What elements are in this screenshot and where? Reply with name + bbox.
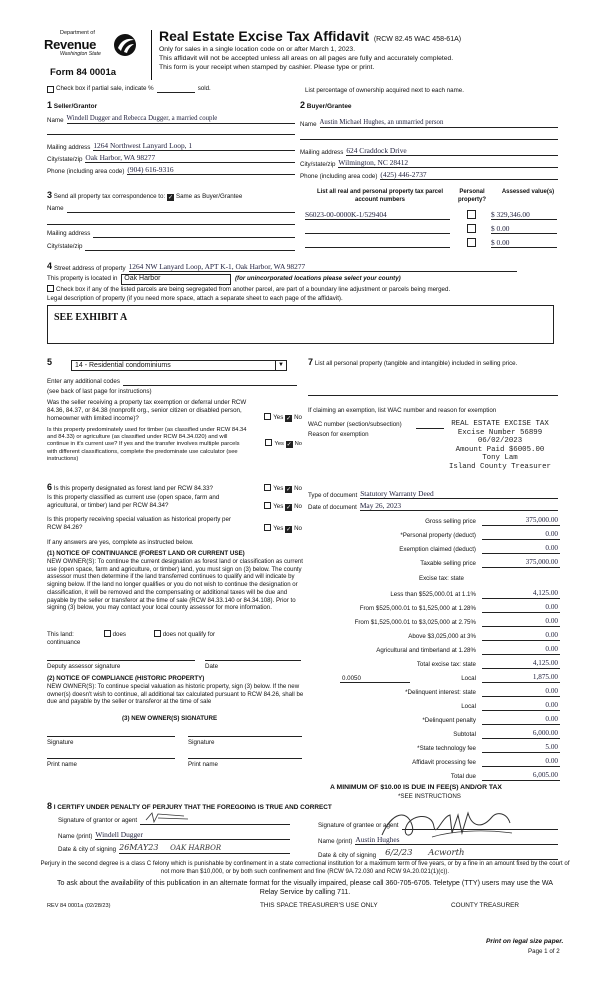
header-divider [151, 30, 152, 80]
grantor-name-field[interactable]: Windell Dugger [95, 830, 290, 840]
calc-value[interactable]: 0.00 [482, 645, 560, 655]
calc-value[interactable]: 6,005.00 [482, 771, 560, 781]
calc-value[interactable]: 0.00 [482, 603, 560, 613]
section6-number: 6 [47, 482, 53, 492]
local-rate-underline [340, 673, 410, 683]
calc-value[interactable]: 5.00 [482, 743, 560, 753]
yes-label: Yes [273, 414, 284, 422]
seller-city-row [47, 153, 295, 163]
form-title: Real Estate Excise Tax Affidavit [159, 28, 370, 44]
signature-label: Signature [47, 739, 74, 746]
section3-name-row [47, 205, 295, 213]
land-does-checkbox[interactable] [104, 630, 111, 637]
calc-label: Local [461, 675, 476, 682]
yes-label: Yes [274, 441, 284, 447]
grantee-date-row [318, 848, 558, 860]
doc-type-field[interactable]: Statutory Warranty Deed [360, 489, 558, 499]
grantee-date-value: 6/2/23 [385, 848, 413, 858]
calc-value[interactable]: 1,875.00 [482, 673, 560, 683]
buyer-mailing-label: Mailing address [300, 148, 344, 156]
forest-no-checkbox[interactable]: ✓ [286, 487, 292, 493]
owner-print-line-2[interactable] [188, 758, 302, 759]
stamp-line: 06/02/2023 [477, 437, 523, 446]
assessed-value-field[interactable]: $ 329,346.00 [491, 210, 557, 220]
historic-text: Is this property receiving special valuation as historical property per RCW 84.26? [47, 516, 231, 531]
perjury-text: Perjury in the second degree is a class C felony which is punishable by confinement in a state correctional institution for a maximum term of five years, or by a fine in an amount fixed by the court of not more than $10,000, or by both such confinement and fine (RCW 9A.72.030 and RCW 9A.20.021(1)(c)). [40, 860, 570, 875]
reason-exemption-label: Reason for exemption [308, 431, 369, 438]
stamp-line: Tony Lam [482, 454, 518, 463]
signature-label: Signature [188, 739, 215, 746]
section3-number: 3 [47, 190, 53, 200]
no-label: No [294, 485, 302, 492]
forest-land-text: Is this property designated as forest land per RCW 84.33? [53, 485, 213, 492]
personal-property-line[interactable] [308, 395, 558, 396]
seller-title: Seller/Grantor [53, 103, 98, 110]
calc-value[interactable]: 375,000.00 [482, 516, 560, 526]
revision-label: REV 84 0001a (02/28/23) [47, 903, 111, 909]
no-label: No [294, 414, 302, 422]
calc-row [304, 757, 560, 768]
use-code-value: 14 - Residential condominiums [75, 362, 171, 369]
section3-text: Send all property tax correspondence to: [53, 193, 166, 200]
buyer-phone-field[interactable]: (425) 446-2737 [380, 170, 558, 180]
partial-sale-row [47, 85, 282, 93]
header-line-1: Only for sales in a single location code on or after March 1, 2023. [159, 46, 356, 53]
parcel-row [305, 210, 560, 221]
stamp-line: Island County Treasurer [448, 462, 551, 471]
current-use-yes-checkbox[interactable] [264, 502, 271, 509]
grantor-signature-scribble-icon [144, 810, 204, 824]
notice-continuance-text: NEW OWNER(S): To continue the current designation as forest land or classification as current use (open space, farm and agriculture, or timber) land, you must sign on (3) below. The county assessor must then determine if the land transferred continues to qualify and will indicate by signing below. If the land no longer qualifies or you do not wish to continue the designation or classification, it will be removed and the compensating or additional taxes will be due and payable by the seller or transferor at the time of sale (RCW 84.33.140 or 84.34.108). Prior to signing (3) below, you may contact your local county assessor for more information. [47, 558, 303, 612]
buyer-phone-label: Phone (including area code) [300, 172, 378, 180]
legal-description-text: SEE EXHIBIT A [54, 312, 128, 323]
seller-name-label: Name [47, 116, 64, 124]
buyer-name-row [300, 119, 558, 128]
certify-text: I CERTIFY UNDER PENALTY OF PERJURY THAT THE FOREGOING IS TRUE AND CORRECT [53, 804, 332, 811]
buyer-mailing-row [300, 146, 558, 156]
parcel-number-field[interactable] [305, 224, 450, 234]
calc-label: *State technology fee [417, 745, 476, 752]
section8-number: 8 [47, 801, 53, 811]
does-label: does [112, 631, 126, 638]
section3-heading [47, 190, 297, 201]
current-use-text: Is this property classified as current use (open space, farm and agricultural, or timber) land per RCW 84.34? [47, 494, 220, 509]
buyer-mailing-field[interactable]: 624 Craddock Drive [346, 146, 558, 156]
calc-row [304, 617, 560, 628]
section7-text: List all personal property (tangible and intangible) included in selling price. [314, 360, 518, 367]
no-label: No [294, 503, 302, 510]
section5-number: 5 [47, 357, 53, 367]
exemption-no-checkbox[interactable]: ✓ [286, 416, 292, 423]
deputy-signature-label: Deputy assessor signature [47, 663, 121, 670]
print-name-label: Print name [47, 761, 77, 768]
calc-value[interactable]: 0.00 [482, 631, 560, 641]
calc-label: Total due [450, 773, 476, 780]
calc-value[interactable]: 0.00 [482, 757, 560, 767]
forest-land-question [47, 482, 302, 493]
legal-description-box[interactable] [47, 305, 554, 344]
buyer-heading [300, 100, 352, 111]
yes-label: Yes [273, 485, 284, 492]
calc-value[interactable]: 0.00 [482, 530, 560, 540]
forest-yes-no [264, 484, 302, 493]
owner-signature-line-1[interactable] [47, 736, 175, 737]
calc-label: Agricultural and timberland at 1.28% [376, 647, 476, 654]
historic-question [47, 516, 302, 532]
buyer-name-field[interactable]: Austin Michael Hughes, an unmarried person [320, 119, 558, 128]
dor-swoosh-icon [112, 32, 138, 58]
calc-value[interactable]: 0.00 [482, 715, 560, 725]
deputy-date-label: Date [205, 663, 219, 670]
grantor-name-label: Name (print) [58, 832, 93, 840]
calc-label: Subtotal [453, 731, 476, 738]
treasurer-stamp [440, 420, 560, 471]
buyer-city-field[interactable]: Wilmington, NC 28412 [338, 158, 558, 168]
section3-city-field[interactable] [85, 243, 295, 251]
wa-state-label: Washington State [60, 51, 101, 57]
calc-value[interactable]: 4,125.00 [482, 659, 560, 669]
exemption-yes-checkbox[interactable] [264, 413, 271, 420]
calc-row [304, 603, 560, 614]
grantee-name-row [318, 835, 558, 845]
notice-compliance-title: (2) NOTICE OF COMPLIANCE (HISTORIC PROPERTY) [47, 675, 205, 682]
header-line-2: This affidavit will not be accepted unless all areas on all pages are fully and accurately completed. [159, 55, 454, 62]
no-label: No [294, 441, 302, 447]
calc-label: Total excise tax: state [416, 661, 476, 668]
grantee-name-label: Name (print) [318, 837, 353, 845]
calc-row [304, 659, 560, 670]
grantor-city-value: OAK HARBOR [170, 844, 222, 852]
calc-label: *Personal property (deduct) [400, 532, 476, 539]
stamp-line: REAL ESTATE EXCISE TAX [451, 420, 549, 428]
county-select[interactable]: Oak Harbor [121, 274, 231, 285]
seller-phone-label: Phone (including area code) [47, 167, 125, 175]
calc-label: *Delinquent penalty [422, 717, 476, 724]
calc-row [304, 743, 560, 754]
partial-sale-checkbox[interactable] [47, 86, 54, 93]
doc-date-row [308, 501, 558, 511]
calc-label: Affidavit processing fee [412, 759, 476, 766]
seller-city-field[interactable]: Oak Harbor, WA 98277 [85, 153, 295, 163]
buyer-section-number: 2 [300, 100, 306, 110]
minimum-due-note: A MINIMUM OF $10.00 IS DUE IN FEE(S) AND/OR TAX [330, 784, 502, 791]
revenue-wordmark: Revenue [44, 37, 97, 52]
section3-name-field[interactable] [67, 205, 295, 213]
calc-label: From $1,525,000.01 to $3,025,000 at 2.75% [354, 619, 476, 626]
assessed-value-column-header: Assessed value(s) [501, 189, 555, 195]
seller-mailing-row [47, 141, 295, 151]
parcel-number-field[interactable] [305, 238, 450, 248]
calc-value[interactable]: 0.00 [482, 701, 560, 711]
seller-mailing-label: Mailing address [47, 143, 91, 151]
grantor-date-label: Date & city of signing [58, 846, 117, 854]
dor-logo [44, 30, 142, 64]
current-use-yes-no [264, 502, 302, 511]
seller-section-number: 1 [47, 100, 53, 110]
calc-value[interactable]: 375,000.00 [482, 558, 560, 568]
same-as-buyer-checkbox[interactable]: ✓ [167, 195, 173, 201]
owner-signature-line-2[interactable] [188, 736, 302, 737]
calc-label: *Delinquent interest: state [405, 689, 476, 696]
grantee-name-field[interactable]: Austin Hughes [355, 835, 558, 845]
this-land-row [47, 630, 305, 639]
see-instructions-note: *SEE INSTRUCTIONS [398, 793, 461, 800]
personal-property-checkbox[interactable] [467, 238, 476, 247]
grantee-city-value: Acworth [428, 848, 465, 858]
section3-name-line-2 [47, 224, 295, 225]
stamp-line: Excise Number 56899 [457, 428, 543, 437]
doc-type-label: Type of document [308, 491, 358, 499]
stamp-line: Amount Paid $6005.00 [455, 445, 545, 454]
timber-question-text: Is this property predominately used for timber (as classified under RCW 84.34 and 84.33) or agriculture (as classified under RCW 84.34.020) and will continue in it's current use? If yes and the transfer involves multiple parcels with different classifications, complete the predominate use calculator (see instructions) [47, 427, 247, 462]
calc-value[interactable]: 4,125.00 [482, 589, 560, 599]
print-name-label: Print name [188, 761, 218, 768]
historic-no-checkbox[interactable]: ✓ [286, 527, 292, 533]
calc-row [304, 729, 560, 740]
historic-yes-no [264, 524, 302, 533]
segregated-label: Check box if any of the listed parcels are being segregated from another parcel, are part of a boundary line adjustment or parcels being merged. [56, 286, 451, 293]
wac-number-label: WAC number (section/subsection) [308, 421, 402, 428]
segregated-checkbox[interactable] [47, 285, 54, 292]
section4-number: 4 [47, 261, 53, 271]
buyer-city-label: City/state/zip [300, 160, 336, 168]
calc-row [304, 673, 560, 684]
calc-row [304, 715, 560, 726]
calc-label: Less than $525,000.01 at 1.1% [390, 591, 476, 598]
parcel-number-field[interactable]: S6023-00-0000K-1/529404 [305, 210, 450, 220]
calc-row [304, 687, 560, 698]
calc-row [304, 631, 560, 642]
dropdown-arrow-icon[interactable]: ▼ [275, 361, 286, 370]
partial-sale-pct-field[interactable] [157, 92, 195, 93]
notice-compliance-text: NEW OWNER(S): To continue special valuation as historic property, sign (3) below. If the new owner(s) doesn't wish to continue, all additional tax calculated pursuant to RCW 84.26, shall be due and payable by the seller or transferor at the time of sale [47, 683, 304, 706]
grantor-signature-row [58, 817, 290, 825]
street-address-row [47, 261, 517, 272]
calc-label: Excise tax: state [418, 575, 464, 582]
grantee-signature-row [318, 822, 558, 830]
timber-no-checkbox[interactable]: ✓ [286, 442, 292, 448]
page-number: Page 1 of 2 [528, 948, 560, 955]
located-in-label: This property is located in [47, 275, 118, 282]
notice-continuance-title: (1) NOTICE OF CONTINUANCE (FOREST LAND OR CURRENT USE) [47, 550, 245, 557]
exemption-claim-label: If claiming an exemption, list WAC number and reason for exemption [308, 407, 497, 414]
seller-heading [47, 100, 97, 111]
seller-name-field[interactable]: Windell Dugger and Rebecca Dugger, a married couple [67, 115, 295, 124]
personal-property-checkbox[interactable] [467, 210, 476, 219]
yes-label: Yes [273, 503, 284, 510]
county-treasurer-label: COUNTY TREASURER [451, 902, 519, 909]
rcw-reference: (RCW 82.45 WAC 458-61A) [373, 36, 462, 43]
calc-value[interactable]: 6,000.00 [482, 729, 560, 739]
parcel-row [305, 238, 560, 249]
no-label: No [294, 525, 302, 532]
treasurer-use-label: THIS SPACE TREASURER'S USE ONLY [260, 902, 378, 909]
doc-date-field[interactable]: May 26, 2023 [360, 501, 558, 511]
exemption-question [47, 399, 302, 422]
owner-print-line-1[interactable] [47, 758, 175, 759]
legal-description-label: Legal description of property (if you need more space, attach a separate sheet to each page of the affidavit). [47, 295, 343, 302]
parcel-column-header: List all real and personal property tax parcel account numbers [316, 189, 444, 203]
section7-number: 7 [308, 357, 314, 367]
sold-label: sold. [197, 85, 211, 92]
exemption-yes-no [264, 413, 302, 422]
legal-size-note: Print on legal size paper. [486, 938, 564, 945]
buyer-phone-row [300, 170, 558, 180]
street-address-label: Street address of property [54, 264, 126, 272]
assessed-value-field[interactable]: $ 0.00 [491, 224, 557, 234]
grantee-signature-label: Signature of grantee or agent [318, 822, 399, 830]
buyer-name-line-2 [300, 139, 558, 140]
if-any-yes-note: If any answers are yes, complete as instructed below. [47, 539, 194, 546]
calc-label: Above $3,025,000 at 3% [408, 633, 476, 640]
calc-row [304, 701, 560, 712]
calc-value[interactable]: 0.00 [482, 687, 560, 697]
calc-row [304, 558, 560, 569]
current-use-question [47, 494, 302, 510]
local-rate: 0.0050 [342, 675, 361, 682]
yes-label: Yes [273, 525, 284, 532]
form-number: Form 84 0001a [50, 67, 117, 78]
partial-sale-label: Check box if partial sale, indicate % [56, 85, 154, 92]
calc-row [304, 573, 560, 584]
calc-row [304, 516, 560, 527]
additional-codes-label: Enter any additional codes [47, 378, 120, 386]
seller-mailing-field[interactable]: 1264 Northwest Lanyard Loop, 1 [93, 141, 295, 151]
grantor-signature-label: Signature of grantor or agent [58, 817, 138, 825]
does-not-label: does not qualify for [162, 631, 216, 638]
section3-mailing-label: Mailing address [47, 230, 91, 238]
deputy-date-line[interactable] [205, 660, 301, 661]
timber-yes-no [265, 439, 302, 448]
see-back-note: (see back of last page for instructions) [47, 388, 152, 395]
current-use-no-checkbox[interactable]: ✓ [286, 505, 292, 511]
grantor-date-field[interactable] [119, 843, 290, 854]
calc-value[interactable]: 0.00 [482, 617, 560, 627]
grantee-signature-field[interactable] [402, 822, 559, 830]
calc-label: From $525,000.01 to $1,525,000 at 1.28% [359, 605, 476, 612]
grantor-date-value: 26MAY23 [119, 843, 159, 852]
seller-name-line-2 [47, 134, 295, 135]
calc-value[interactable]: 0.00 [482, 544, 560, 554]
located-in-row [47, 274, 547, 285]
use-code-select[interactable] [71, 360, 287, 371]
section7-heading [308, 357, 560, 368]
section3-mailing-row [47, 230, 295, 238]
calc-label: Exemption claimed (deduct) [399, 546, 476, 553]
this-land-label: This land: [47, 631, 74, 638]
seller-phone-field[interactable]: (904) 616-9316 [127, 165, 295, 175]
perjury-notice [40, 860, 570, 875]
calc-row [304, 645, 560, 656]
form-title-block [159, 28, 461, 46]
calc-row [304, 771, 560, 782]
calc-row [304, 530, 560, 541]
same-as-buyer-label: Same as Buyer/Grantee [175, 193, 243, 200]
grantor-signature-field[interactable] [140, 817, 290, 825]
doc-date-label: Date of document [308, 503, 357, 511]
calc-label: Taxable selling price [420, 560, 476, 567]
buyer-name-label: Name [300, 120, 317, 128]
timber-question [47, 427, 302, 463]
grantee-date-label: Date & city of signing [318, 851, 377, 859]
buyer-title: Buyer/Grantee [306, 103, 352, 110]
assessed-value-field[interactable]: $ 0.00 [491, 238, 557, 248]
unincorporated-note: (for unincorporated locations please select your county) [234, 275, 401, 282]
seller-phone-row [47, 165, 295, 175]
seller-name-row [47, 115, 295, 124]
calc-row [304, 544, 560, 555]
additional-codes-field[interactable] [123, 378, 297, 386]
seller-city-label: City/state/zip [47, 155, 83, 163]
parcel-row [305, 224, 560, 235]
personal-property-column-header: Personal property? [457, 189, 486, 203]
segregated-row [47, 285, 567, 294]
alt-format-notice: To ask about the availability of this publication in an alternate format for the visually impaired, please call 360-705-6705. Teletype (TTY) users may use the WA Relay Service by calling 711. [56, 879, 554, 896]
additional-codes-row [47, 378, 297, 386]
new-owner-signature-title: (3) NEW OWNER(S) SIGNATURE [122, 715, 218, 722]
calc-label: Local [461, 703, 476, 710]
grantor-name-row [58, 830, 290, 840]
exemption-question-text: Was the seller receiving a property tax exemption or deferral under RCW 84.36, 84.37, or 84.38 (nonprofit org., senior citizen or disabled person, homeowner with limited income)? [47, 399, 247, 422]
grantor-date-row [58, 843, 290, 854]
timber-yes-checkbox[interactable] [265, 439, 272, 446]
dept-of-label: Department of [60, 30, 95, 36]
section3-name-label: Name [47, 205, 64, 213]
buyer-city-row [300, 158, 558, 168]
calc-label: Gross selling price [425, 518, 476, 525]
historic-yes-checkbox[interactable] [264, 524, 271, 531]
grantee-date-field[interactable] [379, 848, 558, 860]
land-does-not-checkbox[interactable] [154, 630, 161, 637]
section3-city-row [47, 243, 295, 251]
personal-property-checkbox[interactable] [467, 224, 476, 233]
calc-row [304, 589, 560, 600]
deputy-signature-line[interactable] [47, 660, 195, 661]
section3-city-label: City/state/zip [47, 243, 83, 251]
section3-mailing-field[interactable] [93, 230, 295, 238]
list-percentage-note: List percentage of ownership acquired next to each name. [305, 87, 464, 94]
street-address-field[interactable]: 1264 NW Lanyard Loop, APT K-1, Oak Harbor, WA 98277 [129, 262, 517, 272]
forest-yes-checkbox[interactable] [264, 484, 271, 491]
continuance-label: continuance [47, 639, 81, 646]
header-line-3: This form is your receipt when stamped by cashier. Please type or print. [159, 64, 375, 71]
doc-type-row [308, 489, 558, 499]
